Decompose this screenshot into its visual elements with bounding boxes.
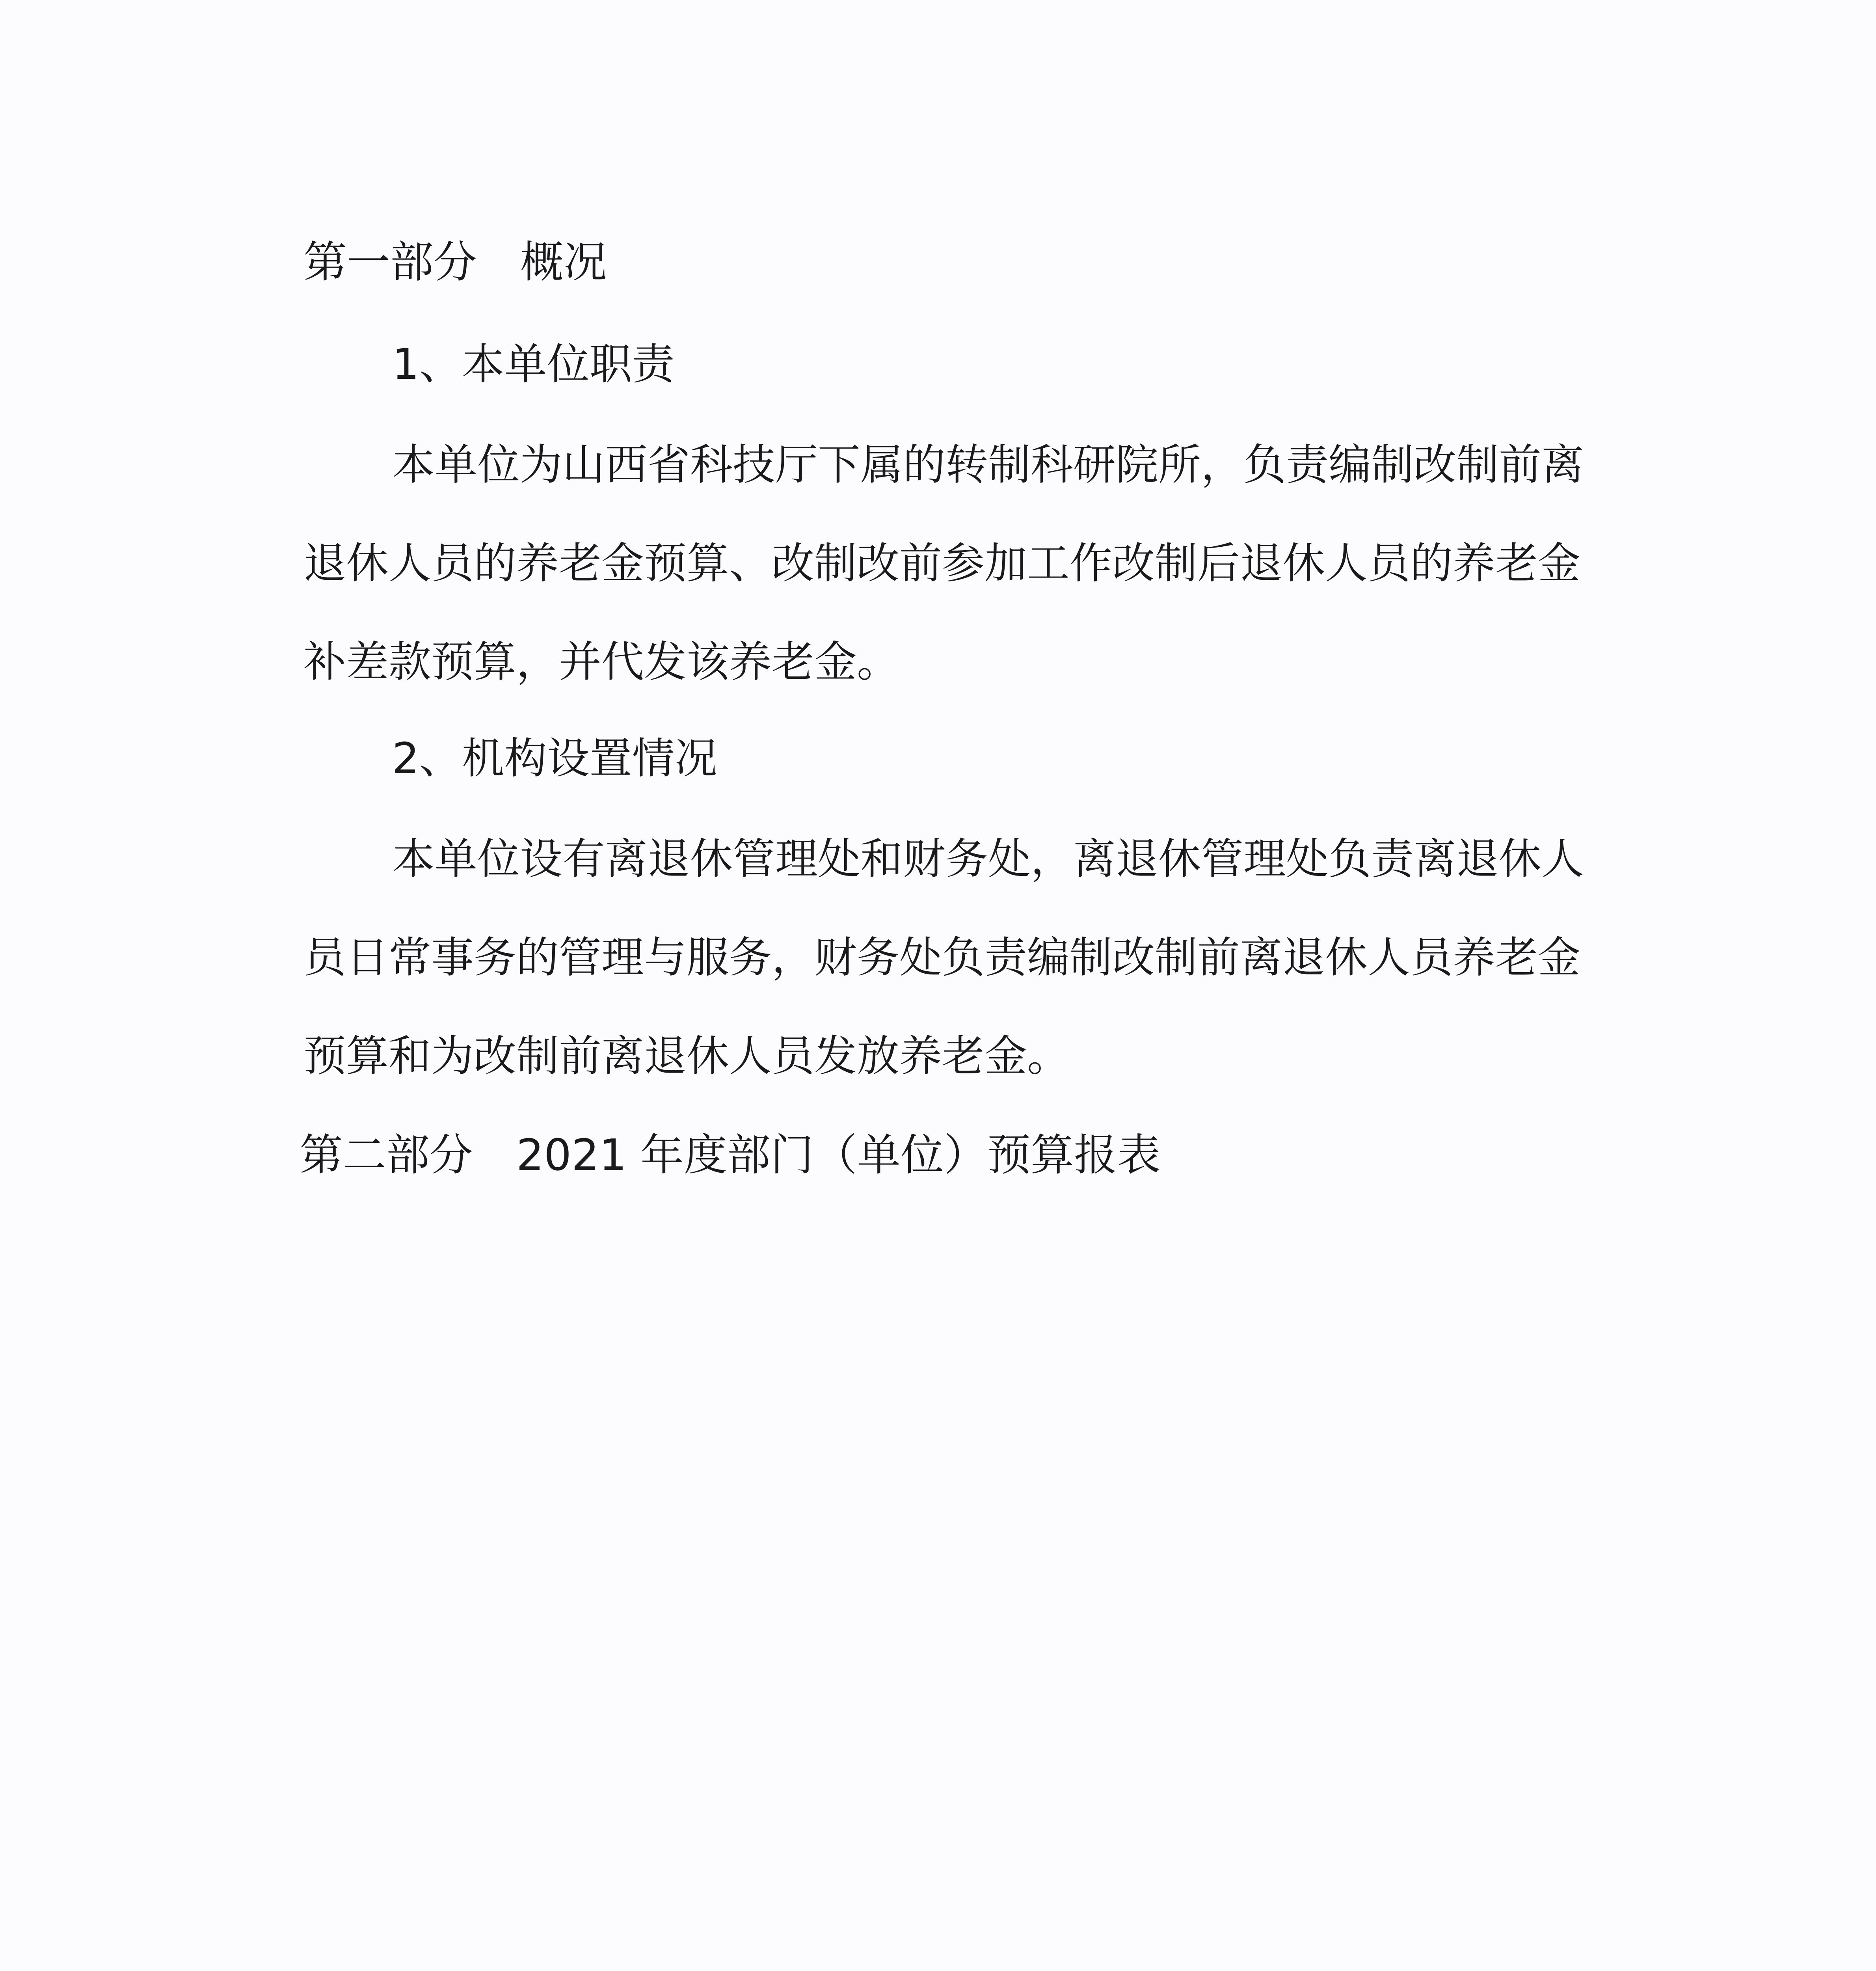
section2-line-1: 本单位设有离退休管理处和财务处，离退休管理处负责离退休人	[392, 835, 1584, 884]
part1-title: 概况	[520, 237, 607, 287]
section2-line-2: 员日常事务的管理与服务，财务处负责编制改制前离退休人员养老金	[303, 933, 1581, 982]
part1-label: 第一部分	[303, 237, 477, 287]
part2-title: 2021 年度部门（单位）预算报表	[516, 1130, 1161, 1180]
section2-heading: 2、机构设置情况	[392, 734, 717, 783]
section1-heading: 1、本单位职责	[392, 340, 675, 389]
section1-line-3: 补差款预算，并代发该养老金。	[303, 637, 900, 687]
section1-line-1: 本单位为山西省科技厅下属的转制科研院所，负责编制改制前离	[392, 440, 1584, 490]
part1-heading	[303, 235, 607, 290]
part2-heading	[300, 1127, 1161, 1183]
section2-line-3: 预算和为改制前离退休人员发放养老金。	[303, 1032, 1070, 1081]
section1-line-2: 退休人员的养老金预算、改制改前参加工作改制后退休人员的养老金	[303, 539, 1581, 588]
part2-label: 第二部分	[300, 1130, 473, 1180]
